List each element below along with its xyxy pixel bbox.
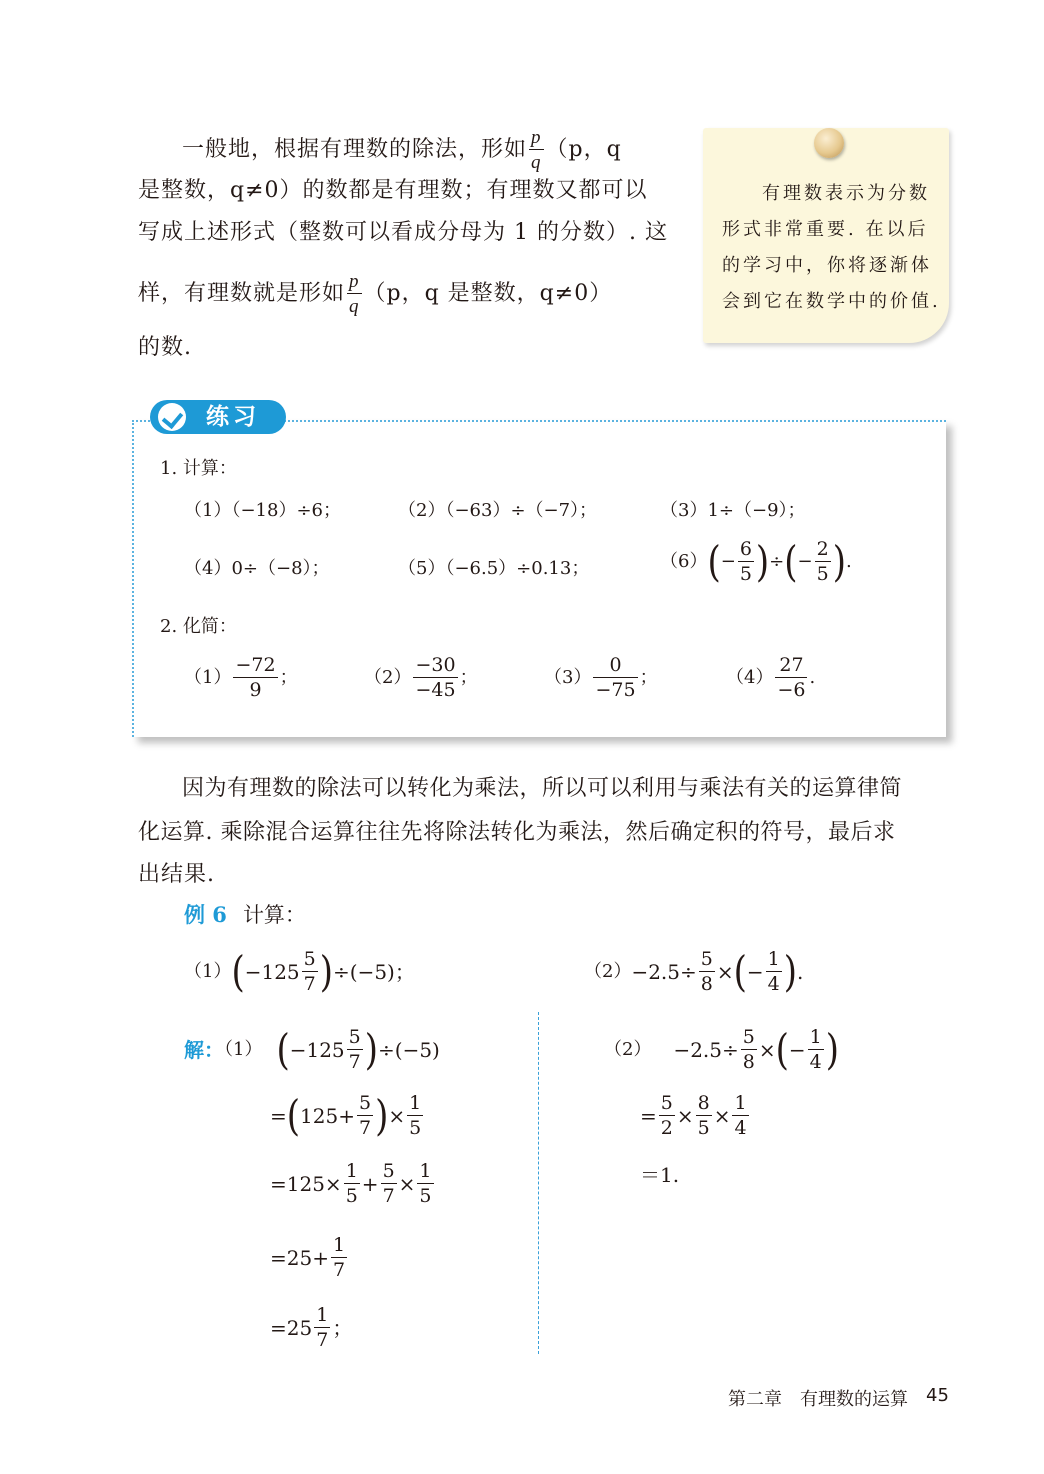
solution-1-line-4: =25+ $\frac{1}{7}$ — [270, 1234, 346, 1281]
intro-line-4: 样，有理数就是形如 $\frac{p}{q}$ （p，q 是整数，q≠0） — [138, 271, 613, 317]
q1-item-2: （2）（−63）÷（−7）； — [398, 500, 598, 521]
q1-item-3: （3）1÷（−9）； — [660, 500, 806, 521]
intro-line-1: 一般地，根据有理数的除法，形如 $\frac{p}{q}$ （p，q — [182, 127, 622, 173]
fraction-p-over-q: $\frac{p}{q}$ — [531, 127, 542, 173]
q2-item-1: （1） $\frac{-72}{9}$ ； — [184, 654, 298, 701]
q1-item-5: （5）（−6.5）÷0.13； — [398, 558, 590, 579]
solution-2-result: ＝1. — [640, 1163, 680, 1187]
note-text: 有理数表示为分数形式非常重要. 在以后的学习中，你将逐渐体会到它在数学中的价值. — [722, 183, 941, 312]
pushpin-icon — [814, 128, 844, 158]
q2-item-4: （4） $\frac{27}{-6}$ . — [726, 654, 816, 701]
intro-line-5: 的数. — [138, 335, 192, 360]
solution-1-line-5: =25 $\frac{1}{7}$ ； — [270, 1304, 353, 1351]
q2-item-2: （2） $\frac{-30}{-45}$ ； — [364, 654, 478, 701]
column-divider — [538, 1012, 539, 1354]
exercise-q2: 2. 化简： — [160, 616, 237, 637]
example-problem-1: （1）(−125 $\frac{5}{7}$ )÷(−5)； — [184, 947, 415, 997]
solution-2-line-2: = $\frac{5}{2}$ × $\frac{8}{5}$ × $\frac{1}{4}$ — [640, 1092, 747, 1139]
solution-1-line-3: =125× $\frac{1}{5}$ + $\frac{5}{7}$ × $\frac{1}{5}$ — [270, 1160, 432, 1207]
footer-title: 有理数的运算 — [800, 1389, 908, 1410]
solution-1-line-1: 解：（1） (−125 $\frac{5}{7}$ )÷(−5) — [184, 1025, 440, 1075]
intro-line-3: 写成上述形式（整数可以看成分母为 1 的分数）. 这 — [138, 220, 668, 245]
check-icon — [158, 403, 186, 431]
solution-2-line-1: （2） −2.5÷ $\frac{5}{8}$ ×(− $\frac{1}{4}$ ) — [604, 1025, 840, 1075]
solution-1-line-2: =(125+ $\frac{5}{7}$ )× $\frac{1}{5}$ — [270, 1091, 422, 1141]
example-heading: 例 6 计算： — [184, 902, 306, 927]
q1-item-6: （6）(− $\frac{6}{5}$ )÷(− $\frac{2}{5}$ ). — [660, 537, 852, 587]
exercise-badge: 练习 — [150, 400, 286, 434]
body-line-2: 化运算. 乘除混合运算往往先将除法转化为乘法，然后确定积的符号，最后求 — [138, 820, 896, 845]
exercise-q1: 1. 计算： — [160, 458, 237, 479]
body-line-3: 出结果. — [138, 862, 215, 887]
footer-chapter: 第二章 — [728, 1389, 782, 1410]
body-line-1: 因为有理数的除法可以转化为乘法，所以可以利用与乘法有关的运算律简 — [182, 776, 903, 801]
intro-line-2: 是整数，q≠0）的数都是有理数；有理数又都可以 — [138, 178, 648, 203]
example-problem-2: （2）−2.5÷ $\frac{5}{8}$ ×(− $\frac{1}{4}$ ). — [584, 947, 804, 997]
q2-item-3: （3） $\frac{0}{-75}$ ； — [544, 654, 658, 701]
page-number: 45 — [926, 1385, 949, 1406]
q1-item-1: （1）（−18）÷6； — [184, 500, 341, 521]
q1-item-4: （4）0÷（−8）； — [184, 558, 330, 579]
fraction-p-over-q: $\frac{p}{q}$ — [349, 271, 360, 317]
